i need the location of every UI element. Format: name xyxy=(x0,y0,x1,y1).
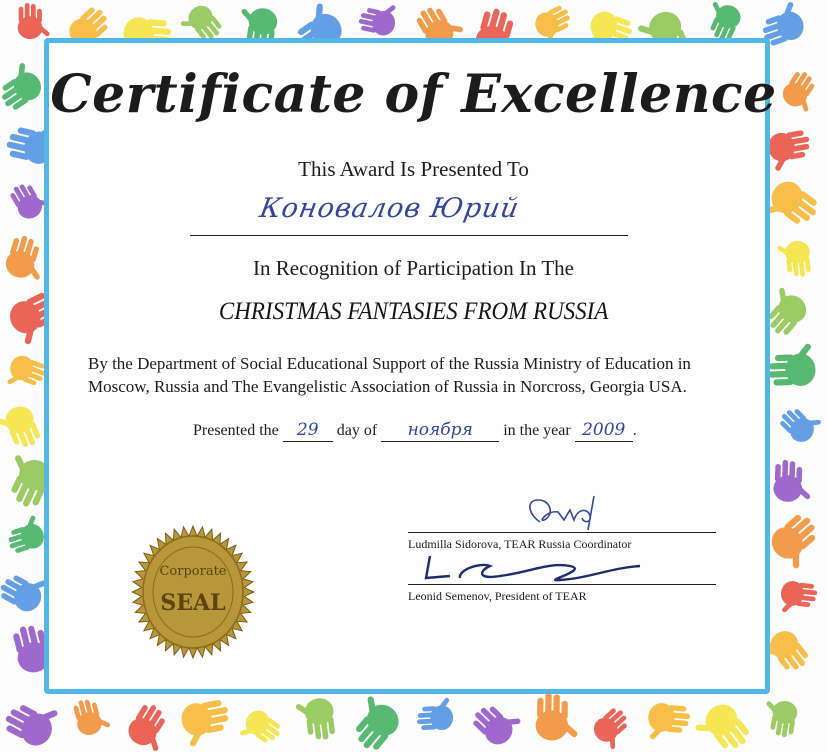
handprint-icon xyxy=(4,352,49,396)
event-name-text: CHRISTMAS FANTASIES FROM RUSSIA xyxy=(218,298,609,325)
handprint-icon xyxy=(236,706,285,752)
handprint-icon xyxy=(123,700,177,752)
handprint-icon xyxy=(294,697,337,743)
handprint-icon xyxy=(646,702,691,744)
handprint-icon xyxy=(776,398,825,447)
handprint-icon xyxy=(761,698,799,739)
presented-date-line xyxy=(193,421,637,442)
handprint-icon xyxy=(341,691,405,752)
handprint-icon xyxy=(779,580,818,616)
seal-top-text: Corporate xyxy=(159,564,227,579)
handprint-icon xyxy=(767,342,816,387)
corporate-seal xyxy=(126,517,260,667)
handprint-icon xyxy=(357,0,399,38)
handprint-icon xyxy=(468,694,524,750)
handprint-icon xyxy=(765,509,827,573)
presented-prefix: Presented the xyxy=(193,422,279,439)
signature-line xyxy=(408,560,716,585)
certificate-title: Certificate of Excellence xyxy=(50,64,777,125)
president-signature xyxy=(420,552,660,590)
handprint-icon xyxy=(0,402,44,455)
event-name xyxy=(0,298,827,326)
signature-block-president xyxy=(408,560,716,604)
handprint-icon xyxy=(535,693,579,741)
handprint-icon xyxy=(0,690,62,750)
coordinator-name: Ludmilla Sidorova, TEAR Russia Coordinator xyxy=(408,537,632,551)
handprint-icon xyxy=(179,697,234,749)
period: . xyxy=(632,422,637,439)
signature-block-coordinator xyxy=(408,508,716,552)
year-field: 2009 xyxy=(575,421,633,442)
year-label: in the year xyxy=(503,422,571,439)
recognition-label: In Recognition of Participation In The xyxy=(253,256,574,280)
handprint-icon xyxy=(691,698,754,752)
signature-line xyxy=(408,508,716,533)
handprint-icon xyxy=(773,460,812,503)
handprint-icon xyxy=(71,694,112,737)
day-field: 29 xyxy=(283,421,333,442)
day-of-label: day of xyxy=(336,422,378,439)
handprint-icon xyxy=(3,513,47,555)
coordinator-signature xyxy=(508,494,628,538)
recipient-line xyxy=(190,193,628,236)
presented-to-label: This Award Is Presented To xyxy=(298,157,529,181)
president-name: Leonid Semenov, President of TEAR xyxy=(408,589,587,603)
description-text: By the Department of Social Educational Support of the Russia Ministry of Education in Moscow, Russia and The Evangelistic Association of Russia in Norcross, Georgia USA. xyxy=(88,354,691,396)
recipient-name: Коновалов Юрий xyxy=(257,193,522,224)
handprint-icon xyxy=(18,3,51,39)
handprint-icon xyxy=(589,704,638,752)
handprint-icon xyxy=(416,697,454,732)
seal-center-text: SEAL xyxy=(160,590,226,616)
month-field: ноября xyxy=(381,421,499,442)
